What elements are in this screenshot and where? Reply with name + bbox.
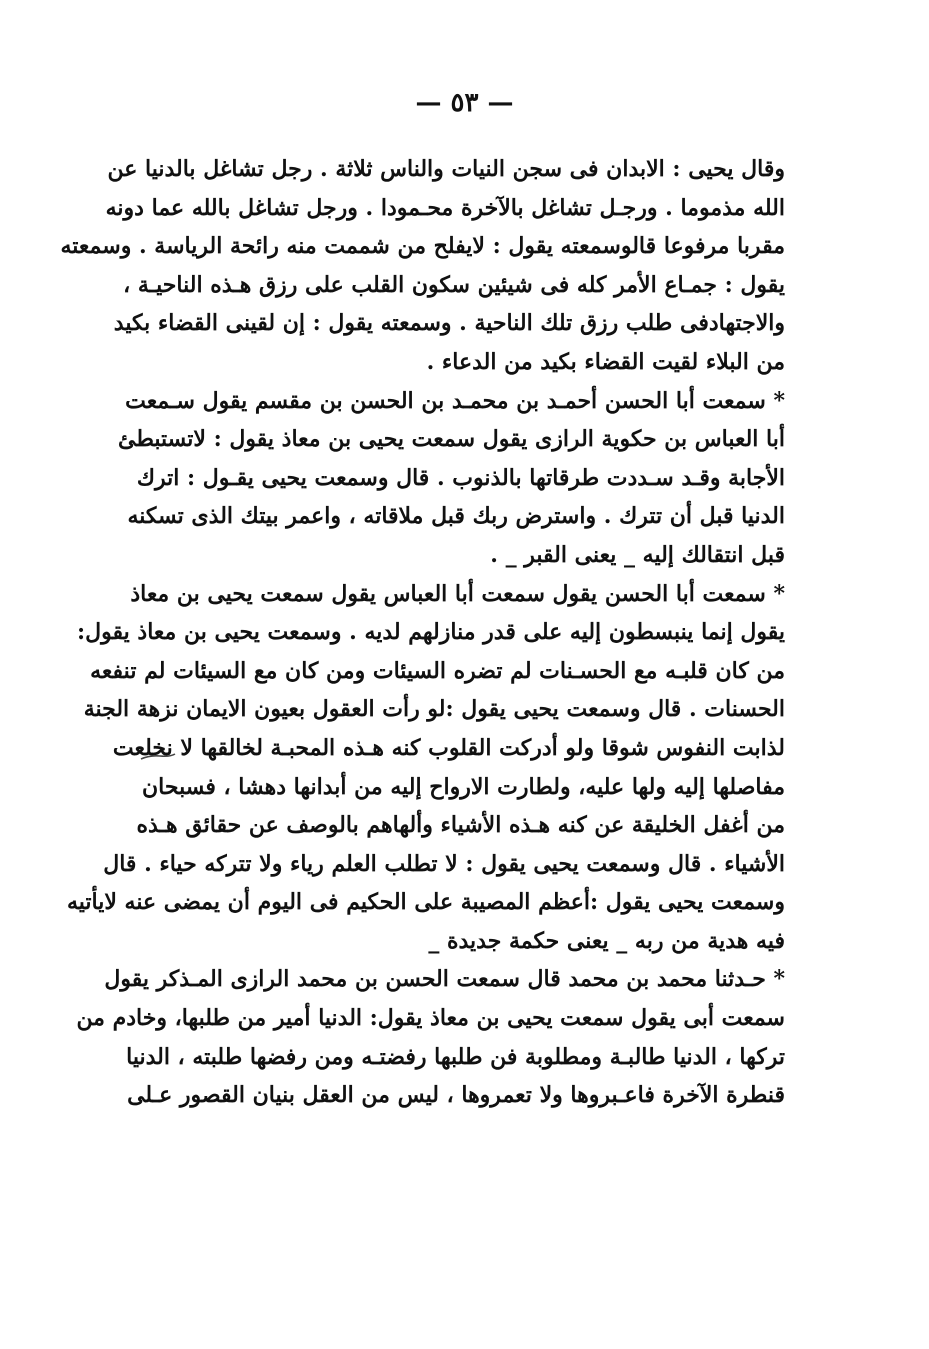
body-text xyxy=(60,150,785,1115)
text-line: قبل انتقالك إليه _ يعنى القبر _ . xyxy=(490,541,785,568)
text-line: يقول إنما ينبسطون إليه على قدر منازلهم لديه . وسمعت يحيى بن معاذ يقول: xyxy=(77,619,785,646)
text-line: تركها ، الدنيا طالبـة ومطلوبة فن طلبها رفضتـه ومن رفضها طلبته ، الدنيا xyxy=(126,1043,785,1070)
text-line: والاجتهادفى طلب رزق تلك الناحية . وسمعته يقول : إن لقينى القضاء بكيد xyxy=(113,310,785,337)
text-line: الأشياء . قال وسمعت يحيى يقول : لا تطلب العلم رياء ولا تتركه حياء . قال xyxy=(103,850,785,877)
text-line: الحسنات . قال وسمعت يحيى يقول :لو رأت العقول بعيون الايمان نزهة الجنة xyxy=(83,696,785,723)
text-line: سمعت أبى يقول سمعت يحيى بن معاذ يقول: الدنيا أمير من طلبها، وخادم من xyxy=(76,1005,785,1032)
text-line: * سمعت أبا الحسن أحمـد بن محمـد بن الحسن بن مقسم يقول سـمعت xyxy=(125,387,785,414)
page-number: — ٥٣ — xyxy=(415,88,514,118)
text-line: من أغفل الخليقة عن كنه هـذه الأشياء وألهاهم بالوصف عن حقائق هـذه xyxy=(136,812,785,839)
text-line: الدنيا قبل أن تترك . واسترض ربك قبل ملاقاته ، واعمر بيتك الذى تسكنه xyxy=(127,503,785,530)
text-line: مقربا مرفوعا قالوسمعته يقول : لايفلح من شممت منه رائحة الرياسة . وسمعته xyxy=(60,233,785,260)
text-line: * سمعت أبا الحسن يقول سمعت أبا العباس يقول سمعت يحيى بن معاذ xyxy=(130,580,785,607)
text-line: وسمعت يحيى يقول :أعظم المصيبة على الحكيم فى اليوم أن يمضى عنه لايأتيه xyxy=(66,889,785,916)
margin-mark xyxy=(140,752,176,762)
text-line: وقال يحيى : الابدان فى سجن النيات والناس ثلاثة . رجل تشاغل بالدنيا عن xyxy=(107,156,785,182)
text-line: لذابت النفوس شوقا ولو أدركت القلوب كنه هـذه المحبـة لخالقها لا نخلعت xyxy=(112,734,785,761)
text-line: الله مذموما . ورجـل تشاغل بالآخرة محـمودا . ورجل تشاغل بالله عما دونه xyxy=(105,194,785,221)
text-line: الأجابة وقـد سـددت طرقاتها بالذنوب . قال وسمعت يحيى يقـول : اترك xyxy=(136,464,785,491)
text-line: أبا العباس بن حكوية الرازى يقول سمعت يحيى بن معاذ يقول : لاتستبطئ xyxy=(117,426,785,453)
text-line: مفاصلها إليه ولها عليه، ولطارت الارواح إليه من أبدانها دهشا ، فسبحان xyxy=(142,773,785,800)
text-line: * حـدثنا محمد بن محمد قال سمعت الحسن بن محمد الرازى المـذكر يقول xyxy=(104,966,785,993)
text-line: قنطرة الآخرة فاعـبروها ولا تعمروها ، ليس من العقل بنيان القصور عـلى xyxy=(127,1082,785,1109)
text-line: من كان قلبـه مع الحسـنات لم تضره السيئات ومن كان مع السيئات لم تنفعه xyxy=(90,657,785,684)
text-line: فيه هدية من ربه _ يعنى حكمة جديدة _ xyxy=(428,927,785,954)
text-line: يقول : جمـاع الأمر كله فى شيئين سكون القلب على رزق هـذه الناحيـة ، xyxy=(123,271,785,298)
text-line: من البلاء لقيت القضاء بكيد من الدعاء . xyxy=(426,348,785,375)
